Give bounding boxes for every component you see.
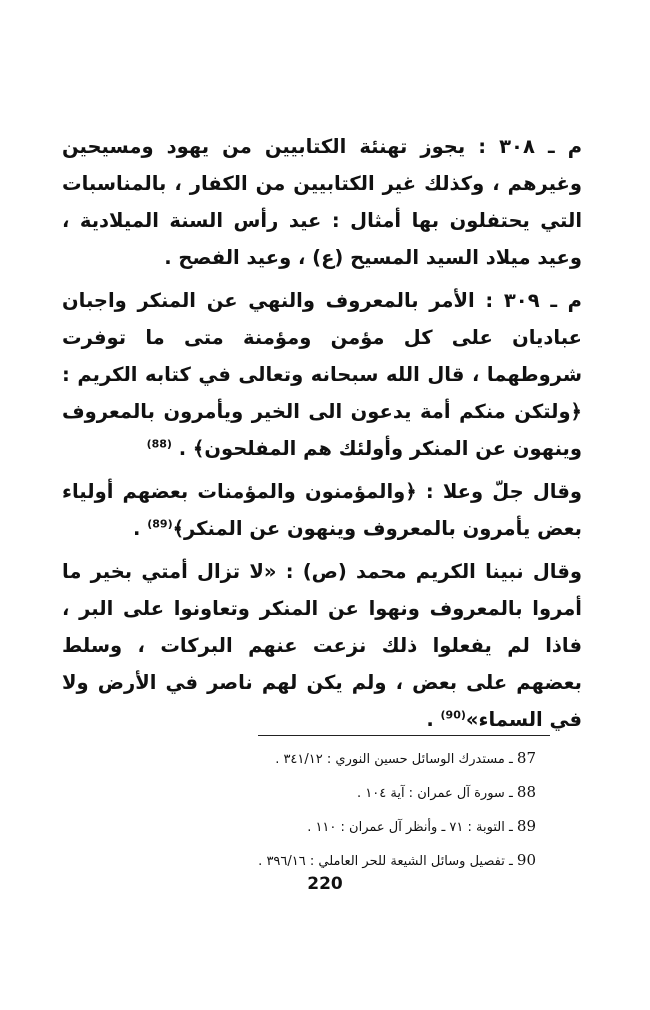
ruling-number: م ـ ٣٠٨ : — [478, 135, 582, 158]
ruling-entry-309 — [62, 282, 582, 467]
footnote-reference: (89) — [147, 517, 173, 531]
footnote-text: ـ سورة آل عمران : آية ١٠٤ . — [357, 786, 513, 801]
footnote-item — [200, 742, 536, 776]
ruling-text: الأمر بالمعروف والنهي عن المنكر واجبان عباديان على كل مؤمن ومؤمنة متى ما توفرت شروطهما ، قال الله سبحانه وتعالى في كتابه الكريم : ﴿ولتكن منكم أمة يدعون الى الخير ويأمرون بالمعروف وينهون عن المنكر وأولئك هم المفلحون﴾ . — [62, 289, 582, 460]
footnote-text: ـ تفصيل وسائل الشيعة للحر العاملي : ٣٩٦/١٦ . — [258, 854, 513, 869]
footnote-reference: (90) — [440, 708, 466, 722]
footnote-text: ـ التوبة : ٧١ ـ وأنظر آل عمران : ١١٠ . — [307, 820, 513, 835]
footnote-number: 90 — [516, 851, 536, 869]
footnote-number: 89 — [516, 817, 536, 835]
footnote-divider — [258, 735, 550, 736]
footnote-number: 87 — [516, 749, 536, 767]
main-text-block — [62, 128, 582, 744]
quran-quote-paragraph — [62, 473, 582, 547]
paragraph-text: وقال نبينا الكريم محمد (ص) : «لا تزال أمتي بخير ما أمروا بالمعروف ونهوا عن المنكر وتعاونوا على البر ، فاذا لم يفعلوا ذلك نزعت عنهم البركات ، وسلط بعضهم على بعض ، ولم يكن لهم ناصر في الأرض ولا في السماء» — [62, 560, 582, 731]
paragraph-tail: . — [426, 708, 441, 731]
footnote-item — [200, 776, 536, 810]
footnote-text: ـ مستدرك الوسائل حسين النوري : ٣٤١/١٢ . — [275, 752, 513, 767]
page-number: 220 — [307, 874, 343, 894]
ruling-number: م ـ ٣٠٩ : — [485, 289, 582, 312]
paragraph-text: وقال جلّ وعلا : ﴿والمؤمنون والمؤمنات بعضهم أولياء بعض يأمرون بالمعروف وينهون عن المنكر﴾ — [62, 480, 582, 540]
hadith-quote-paragraph — [62, 553, 582, 738]
paragraph-tail: . — [133, 517, 148, 540]
footnote-reference: (88) — [146, 437, 172, 451]
footnote-item — [200, 810, 536, 844]
footnotes-section — [200, 742, 536, 878]
footnote-item — [200, 844, 536, 878]
ruling-entry-308 — [62, 128, 582, 276]
ruling-text: يجوز تهنئة الكتابيين من يهود ومسيحين وغيرهم ، وكذلك غير الكتابيين من الكفار ، بالمناسبات التي يحتفلون بها أمثال : عيد رأس السنة الميلادية ، وعيد ميلاد السيد المسيح (ع) ، وعيد الفصح . — [62, 135, 582, 269]
footnote-number: 88 — [516, 783, 536, 801]
